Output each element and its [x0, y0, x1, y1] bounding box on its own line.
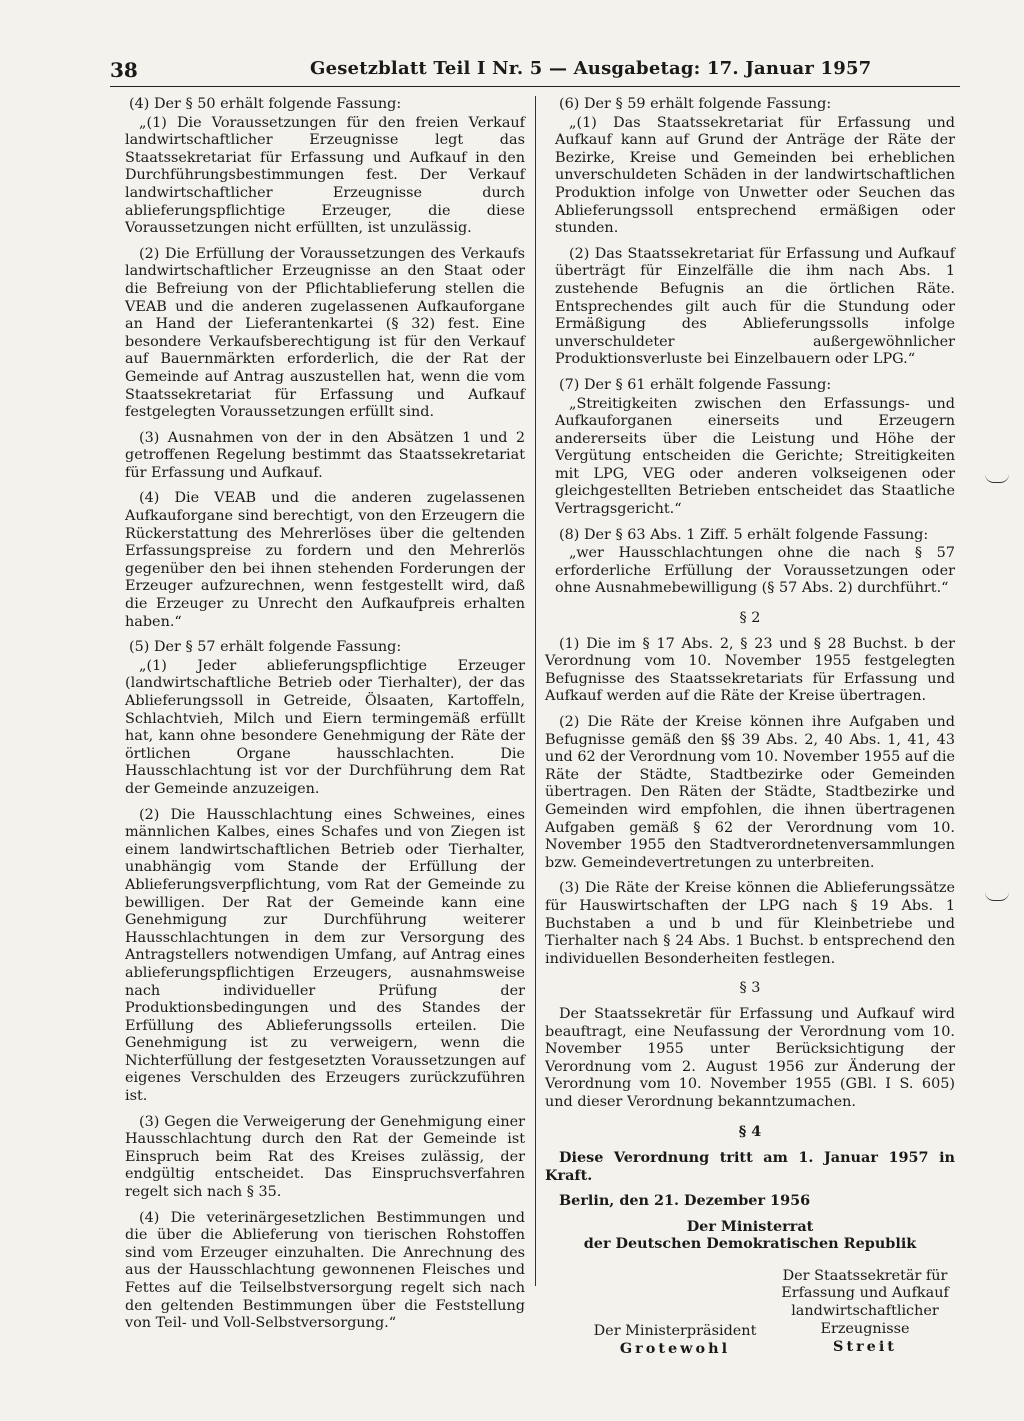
paragraph: (3) Ausnahmen von der in den Absätzen 1 und 2 getroffenen Regelung bestimmt das Staatssekretariat für Erfassung und Aufkauf. [125, 429, 525, 481]
paragraph: „(1) Die Voraussetzungen für den freien Verkauf landwirtschaftlicher Erzeugnisse legt das Staatssekretariat für Erfassung und Aufkauf in den Durchführungsbestimmungen fest. Der Verkauf landwirtschaftlicher Erzeugnisse durch ablieferungspflichtige Erzeuger, die diese Voraussetzungen nicht erfüllten, ist unzulässig. [125, 114, 525, 237]
right-column [545, 96, 955, 1358]
section-heading: § 4 [738, 1123, 762, 1141]
amendment-heading: (6) Der § 59 erhält folgende Fassung: [559, 96, 832, 112]
paragraph: (2) Die Erfüllung der Voraussetzungen des Verkaufs landwirtschaftlicher Erzeugnisse an den Staat oder die Befreiung von der Pflichtablieferung stellen die VEAB und die anderen zugelassenen Aufkauforgane an Hand der Lieferantenkartei (§ 32) fest. Eine besondere Verkaufsberechtigung ist für den Verkauf auf Bauernmärkten erforderlich, die der Rat der Gemeinde auf Antrag auszustellen hat, wenn die vom Staatssekretariat für Erfassung und Aufkauf festgelegten Voraussetzungen erfüllt sind. [125, 245, 525, 421]
signature-right [760, 1268, 970, 1356]
left-column [115, 96, 536, 1332]
council-subtitle: der Deutschen Demokratischen Republik [583, 1235, 917, 1253]
paragraph: (3) Gegen die Verweigerung der Genehmigung einer Hausschlachtung durch den Rat der Gemeinde ist Einspruch beim Rat des Kreises zulässig, der endgültig entscheidet. Das Einspruchsverfahren regelt sich nach § 35. [125, 1113, 525, 1201]
section-heading: § 2 [739, 610, 761, 627]
signatory-title: Erfassung und Aufkauf [781, 1285, 949, 1302]
paragraph: „(1) Das Staatssekretariat für Erfassung und Aufkauf kann auf Grund der Anträge der Räte der Bezirke, Kreise und Gemeinden bei erheblichen unverschuldeten Schäden in der landwirtschaftlichen Produktion infolge von Unwetter oder Seuchen das Ablieferungssoll entsprechend ermäßigen oder stunden. [555, 114, 955, 237]
signature-block [545, 1217, 955, 1358]
paragraph: „Streitigkeiten zwischen den Erfassungs- und Aufkauforganen einerseits und Erzeugern andererseits über die Leistung und Höhe der Vergütung entscheiden die Gerichte; Streitigkeiten mit LPG, VEG oder anderen volkseigenen oder gleichgestellten Betrieben entscheidet das Staatliche Vertragsgericht.“ [555, 395, 955, 518]
signatory-title: Der Ministerpräsident [593, 1322, 757, 1339]
paragraph: „wer Hausschlachtungen ohne die nach § 57 erforderliche Erfüllung der Voraussetzungen oder ohne Ausnahmebewilligung (§ 57 Abs. 2) durchführt.“ [555, 545, 955, 597]
signatory-title: Der Staatssekretär für [782, 1267, 948, 1284]
running-title: Gesetzblatt Teil I Nr. 5 — Ausgabetag: 17. Januar 1957 [310, 58, 872, 79]
signatory-name: Streit [833, 1338, 897, 1356]
paragraph: (2) Das Staatssekretariat für Erfassung und Aufkauf überträgt für Einzelfälle die ihm nach Abs. 1 zustehende Befugnis an die örtlichen Räte. Entsprechendes gilt auch für die Stundung oder Ermäßigung des Ablieferungssolls infolge unverschuldeter außergewöhnlicher Produktionsverluste bei Einzelbauern oder LPG.“ [555, 245, 955, 368]
amendment-heading: (7) Der § 61 erhält folgende Fassung: [559, 376, 832, 393]
page-number: 38 [110, 58, 138, 82]
council-title: Der Ministerrat [686, 1217, 814, 1235]
paragraph: Diese Verordnung tritt am 1. Januar 1957 in Kraft. [545, 1149, 955, 1184]
paragraph: „(1) Jeder ablieferungspflichtige Erzeuger (landwirtschaftliche Betrieb oder Tierhalter), der das Ablieferungssoll in Getreide, Ölsaaten, Kartoffeln, Schlachtvieh, Milch und Eiern termingemäß erfüllt hat, kann ohne besondere Genehmigung der Räte der örtlichen Organe hausschlachten. Die Hausschlachtung ist vor der Durchführung dem Rat der Gemeinde anzuzeigen. [125, 657, 525, 797]
margin-mark [985, 474, 1009, 483]
margin-mark [985, 892, 1009, 901]
paragraph: (2) Die Hausschlachtung eines Schweines, eines männlichen Kalbes, eines Schafes und von Ziegen ist einem landwirtschaftlichen Betrieb oder Tierhalter, unabhängig vom Stande der Erfüllung der Ablieferungsverpflichtung, vom Rat der Gemeinde zu bewilligen. Der Rat der Gemeinde kann eine Genehmigung zur Durchführung weiterer Hausschlachtungen in dem zur Versorgung des Antragstellers notwendigen Umfang, auf Antrag eines ablieferungspflichtigen Erzeugers, ausnahmsweise nach individueller Prüfung der Produktionsbedingungen und des Standes der Erfüllung des Ablieferungssolls erteilen. Die Genehmigung ist zu verweigern, wenn die Nichterfüllung der festgesetzten Voraussetzungen auf eigenes Verschulden des Erzeugers zurückzuführen ist. [125, 806, 525, 1105]
paragraph: (4) Die VEAB und die anderen zugelassenen Aufkauforgane sind berechtigt, von den Erzeugern die Rückerstattung des Mehrerlöses über die geltenden Erfassungspreise zu fordern und den Mehrerlös gegenüber den bei ihnen stehenden Forderungen der Erzeuger aufzurechnen, wenn festgestellt wird, daß die Erzeuger zu Unrecht den Aufkaufpreis erhalten haben.“ [125, 490, 525, 630]
place-date: Berlin, den 21. Dezember 1956 [559, 1192, 811, 1210]
amendment-heading: (5) Der § 57 erhält folgende Fassung: [129, 639, 402, 656]
signatory-title: Erzeugnisse [820, 1320, 910, 1337]
paragraph: (1) Die im § 17 Abs. 2, § 23 und § 28 Buchst. b der Verordnung vom 10. November 1955 festgelegten Befugnisse des Staatssekretariats für Erfassung und Aufkauf werden auf die Räte der Kreise übertragen. [545, 635, 955, 705]
paragraph: (2) Die Räte der Kreise können ihre Aufgaben und Befugnisse gemäß den §§ 39 Abs. 2, 40 Abs. 1, 41, 43 und 62 der Verordnung vom 10. November 1955 auf die Räte der Städte, Stadtbezirke oder Gemeinden übertragen. Den Räten der Städte, Stadtbezirke und Gemeinden wird empfohlen, die ihnen übertragenen Aufgaben gemäß § 62 der Verordnung vom 10. November 1955 den Stadtverordnetenversammlungen bzw. Gemeindevertretungen zu unterbreiten. [545, 714, 955, 871]
amendment-heading: (8) Der § 63 Abs. 1 Ziff. 5 erhält folgende Fassung: [559, 526, 929, 543]
section-heading: § 3 [739, 980, 761, 997]
paragraph: Der Staatssekretär für Erfassung und Aufkauf wird beauftragt, eine Neufassung der Verordnung vom 10. November 1955 unter Berücksichtigung der Verordnung vom 2. August 1956 zur Änderung der Verordnung vom 10. November 1955 (GBl. I S. 605) und dieser Verordnung bekanntzumachen. [545, 1005, 955, 1110]
paragraph: (3) Die Räte der Kreise können die Ablieferungssätze für Hauswirtschaften der LPG nach § 19 Abs. 1 Buchstaben a und b und für Kleinbetriebe und Tierhalter nach § 24 Abs. 1 Buchst. b entsprechend den individuellen Besonderheiten festlegen. [545, 880, 955, 967]
paragraph: (4) Die veterinärgesetzlichen Bestimmungen und die über die Ablieferung von tierischen Rohstoffen sind vom Erzeuger einzuhalten. Die Anrechnung des aus der Hausschlachtung gewonnenen Fleisches und Fettes auf die Teilselbstversorgung regelt sich nach den geltenden Bestimmungen über die Feststellung von Teil- und Voll-Selbstversorgung.“ [125, 1209, 525, 1332]
signature-left [575, 1323, 775, 1358]
signatory-title: landwirtschaftlicher [791, 1303, 939, 1320]
amendment-heading: (4) Der § 50 erhält folgende Fassung: [129, 96, 402, 112]
signatory-name: Grotewohl [619, 1340, 731, 1358]
page-header [110, 58, 960, 87]
